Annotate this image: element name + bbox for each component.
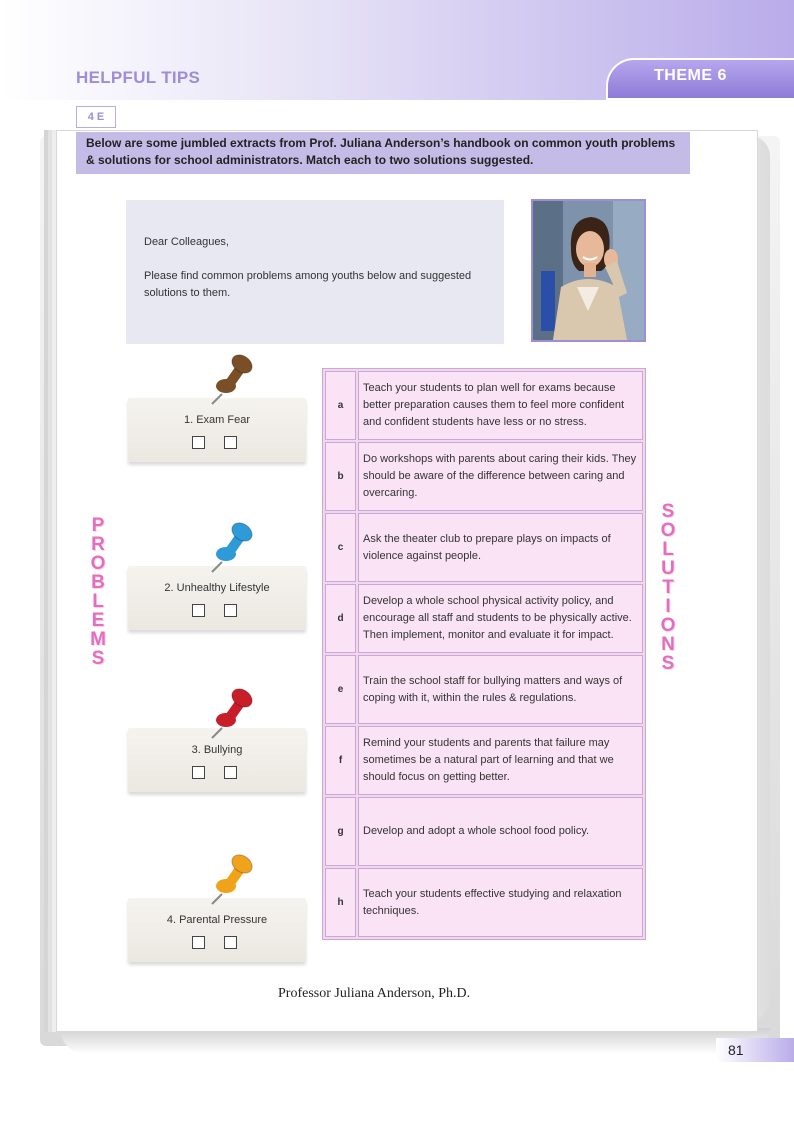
problem-title: 4. Parental Pressure [166, 914, 268, 926]
answer-checkbox[interactable] [224, 436, 237, 449]
solution-text: Do workshops with parents about caring their kids. They should be aware of the difference between caring and overcaring. [358, 442, 643, 511]
solution-text: Develop and adopt a whole school food policy. [358, 797, 643, 866]
letter-box [126, 200, 504, 344]
problems-letter: O [90, 553, 106, 574]
solutions-letter: N [661, 634, 675, 655]
solution-text: Remind your students and parents that failure may sometimes be a natural part of learning and that we should focus on getting better. [358, 726, 643, 795]
problem-note-exam-fear [128, 398, 306, 462]
professor-photo-illustration [533, 201, 644, 340]
solution-text: Develop a whole school physical activity policy, and encourage all staff and students to be physically active. Then implement, monitor and evaluate it for impact. [358, 584, 643, 653]
answer-checkbox[interactable] [192, 436, 205, 449]
solutions-letter: S [661, 501, 675, 522]
solution-letter: d [325, 584, 356, 653]
solution-row [325, 655, 643, 724]
problems-letter: S [91, 648, 105, 669]
answer-checkbox[interactable] [192, 936, 205, 949]
solution-letter: g [325, 797, 356, 866]
exercise-label: 4 E [76, 106, 116, 128]
problems-letter: P [91, 515, 105, 536]
exercise-instructions: Below are some jumbled extracts from Prof. Juliana Anderson’s handbook on common youth problems & solutions for school administrators. Match each to two solutions suggested. [76, 132, 690, 174]
problems-letter: R [91, 534, 105, 555]
problems-vertical-label [86, 516, 110, 668]
answer-checkbox[interactable] [224, 766, 237, 779]
solutions-letter: I [665, 596, 671, 617]
problem-note-unhealthy-lifestyle [128, 566, 306, 630]
letter-body: Please find common problems among youths below and suggested solutions to them. [144, 270, 472, 299]
problems-letter: L [92, 591, 104, 612]
pushpin-icon [208, 850, 258, 906]
problems-letter: M [90, 629, 106, 650]
answer-boxes [192, 766, 252, 780]
solutions-letter: T [662, 577, 674, 598]
solution-letter: h [325, 868, 356, 937]
answer-boxes [192, 436, 252, 450]
solution-letter: f [325, 726, 356, 795]
solution-text: Teach your students to plan well for exams because better preparation causes them to feel more confident and confident students have less or no stress. [358, 371, 643, 440]
solutions-letter: L [662, 539, 674, 560]
problem-title: 3. Bullying [191, 744, 243, 756]
signature: Professor Juliana Anderson, Ph.D. [278, 986, 471, 1001]
answer-checkbox[interactable] [192, 604, 205, 617]
answer-checkbox[interactable] [192, 766, 205, 779]
problems-letter: E [91, 610, 105, 631]
solution-letter: a [325, 371, 356, 440]
solution-row [325, 442, 643, 511]
answer-checkbox[interactable] [224, 604, 237, 617]
professor-photo [531, 199, 646, 342]
solution-row [325, 371, 643, 440]
letter-greeting: Dear Colleagues, [144, 236, 229, 248]
page-number: 81 [716, 1038, 794, 1062]
solutions-letter: S [661, 653, 675, 674]
answer-boxes [192, 604, 252, 618]
problems-letter: B [91, 572, 105, 593]
problem-title: 2. Unhealthy Lifestyle [164, 582, 270, 594]
answer-boxes [192, 936, 252, 950]
pushpin-icon [208, 684, 258, 740]
solution-row [325, 797, 643, 866]
pushpin-icon [208, 350, 258, 406]
solution-text: Teach your students effective studying and relaxation techniques. [358, 868, 643, 937]
problem-note-parental-pressure [128, 898, 306, 962]
solution-row [325, 868, 643, 937]
solution-text: Ask the theater club to prepare plays on impacts of violence against people. [358, 513, 643, 582]
solutions-vertical-label [656, 502, 680, 673]
section-title: HELPFUL TIPS [76, 68, 201, 87]
solution-row [325, 513, 643, 582]
solutions-letter: O [660, 520, 676, 541]
solution-row [325, 584, 643, 653]
problem-title: 1. Exam Fear [183, 414, 251, 426]
theme-label: THEME 6 [654, 67, 727, 84]
answer-checkbox[interactable] [224, 936, 237, 949]
solutions-table [322, 368, 646, 940]
solution-letter: b [325, 442, 356, 511]
solution-letter: c [325, 513, 356, 582]
solution-letter: e [325, 655, 356, 724]
solutions-letter: U [661, 558, 675, 579]
pushpin-icon [208, 518, 258, 574]
solution-row [325, 726, 643, 795]
solution-text: Train the school staff for bullying matters and ways of coping with it, within the rules & regulations. [358, 655, 643, 724]
solutions-letter: O [660, 615, 676, 636]
